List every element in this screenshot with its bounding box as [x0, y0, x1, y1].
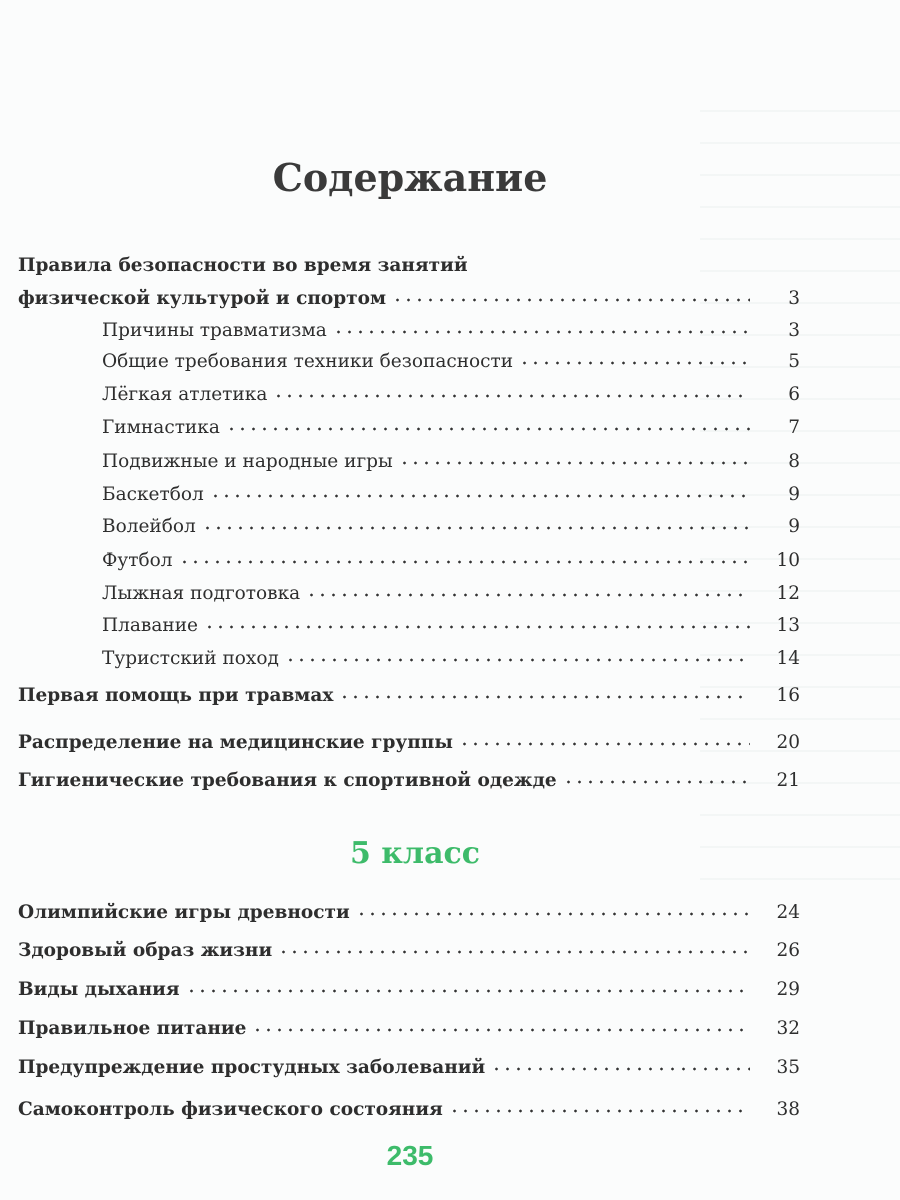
dot-leader — [392, 297, 750, 303]
toc-entry[interactable] — [102, 410, 800, 438]
dot-leader — [519, 360, 750, 366]
toc-label: Правильное питание — [18, 1018, 247, 1039]
toc-entry[interactable] — [102, 344, 800, 372]
toc-page: 38 — [776, 1099, 800, 1120]
toc-page: 14 — [776, 648, 800, 669]
toc-entry[interactable] — [102, 543, 800, 571]
toc-label: Общие требования техники безопасности — [102, 351, 514, 372]
dot-leader — [491, 1066, 750, 1072]
toc-page: 32 — [776, 1018, 800, 1039]
toc-entry[interactable] — [18, 678, 800, 706]
toc-label: Самоконтроль физического состояния — [18, 1099, 443, 1120]
toc-entry[interactable] — [18, 1092, 800, 1120]
toc-page: 20 — [776, 732, 800, 753]
toc-heading-line1 — [18, 248, 800, 276]
toc-page: 10 — [776, 550, 800, 571]
toc-page: 21 — [776, 770, 800, 791]
dot-leader — [356, 911, 750, 917]
toc-label: физической культурой и спортом — [18, 288, 387, 309]
dot-leader — [252, 1027, 750, 1033]
toc-page: 6 — [788, 384, 800, 405]
toc-label: Олимпийские игры древности — [18, 902, 350, 923]
toc-page: 26 — [776, 940, 800, 961]
toc-label: Правила безопасности во время занятий — [18, 255, 468, 276]
dot-leader — [563, 779, 750, 785]
dot-leader — [285, 657, 750, 663]
toc-entry[interactable] — [102, 509, 800, 537]
toc-page: 16 — [776, 685, 800, 706]
toc-label: Лёгкая атлетика — [102, 384, 268, 405]
dot-leader — [273, 393, 750, 399]
toc-entry[interactable] — [102, 313, 800, 341]
page-title: Содержание — [272, 155, 548, 200]
dot-leader — [278, 949, 750, 955]
toc-entry[interactable] — [102, 477, 800, 505]
page-number: 235 — [386, 1140, 434, 1171]
toc-entry-safety[interactable] — [18, 281, 800, 309]
dot-leader — [226, 426, 750, 432]
toc-label: Подвижные и народные игры — [102, 451, 393, 472]
toc-label: Баскетбол — [102, 484, 204, 505]
toc-label: Здоровый образ жизни — [18, 940, 273, 961]
dot-leader — [459, 741, 750, 747]
toc-label: Виды дыхания — [18, 979, 180, 1000]
toc-entry[interactable] — [18, 1011, 800, 1039]
toc-entry[interactable] — [102, 641, 800, 669]
toc-page: 3 — [788, 288, 800, 309]
toc-label: Распределение на медицинские группы — [18, 732, 453, 753]
toc-entry[interactable] — [18, 933, 800, 961]
toc-page: 13 — [776, 615, 800, 636]
toc-entry[interactable] — [18, 895, 800, 923]
dot-leader — [306, 592, 750, 598]
toc-entry[interactable] — [18, 725, 800, 753]
dot-leader — [333, 329, 750, 335]
toc-entry[interactable] — [102, 576, 800, 604]
toc-label: Гигиенические требования к спортивной одежде — [18, 770, 557, 791]
toc-label: Предупреждение простудных заболеваний — [18, 1057, 486, 1078]
dot-leader — [210, 493, 750, 499]
toc-entry[interactable] — [18, 972, 800, 1000]
toc-page: 29 — [776, 979, 800, 1000]
toc-page: 8 — [788, 451, 800, 472]
toc-page: 12 — [776, 583, 800, 604]
dot-leader — [202, 525, 750, 531]
toc-label: Волейбол — [102, 516, 196, 537]
dot-leader — [449, 1108, 750, 1114]
dot-leader — [186, 988, 751, 994]
dot-leader — [204, 624, 750, 630]
toc-entry[interactable] — [102, 377, 800, 405]
toc-label: Причины травматизма — [102, 320, 327, 341]
toc-page: 5 — [788, 351, 800, 372]
toc-label: Туристский поход — [102, 648, 279, 669]
toc-entry[interactable] — [102, 608, 800, 636]
toc-page: 9 — [788, 484, 800, 505]
toc-label: Лыжная подготовка — [102, 583, 301, 604]
toc-page: 24 — [776, 902, 800, 923]
toc-label: Футбол — [102, 550, 173, 571]
dot-leader — [179, 559, 750, 565]
toc-entry[interactable] — [102, 444, 800, 472]
toc-label: Первая помощь при травмах — [18, 685, 334, 706]
dot-leader — [339, 694, 750, 700]
toc-label: Плавание — [102, 615, 198, 636]
toc-label: Гимнастика — [102, 417, 220, 438]
toc-page: 3 — [788, 320, 800, 341]
toc-entry[interactable] — [18, 763, 800, 791]
toc-page: 9 — [788, 516, 800, 537]
dot-leader — [399, 460, 750, 466]
toc-page: 35 — [776, 1057, 800, 1078]
toc-entry[interactable] — [18, 1050, 800, 1078]
grade-heading: 5 класс — [349, 836, 481, 871]
toc-page: 7 — [788, 417, 800, 438]
